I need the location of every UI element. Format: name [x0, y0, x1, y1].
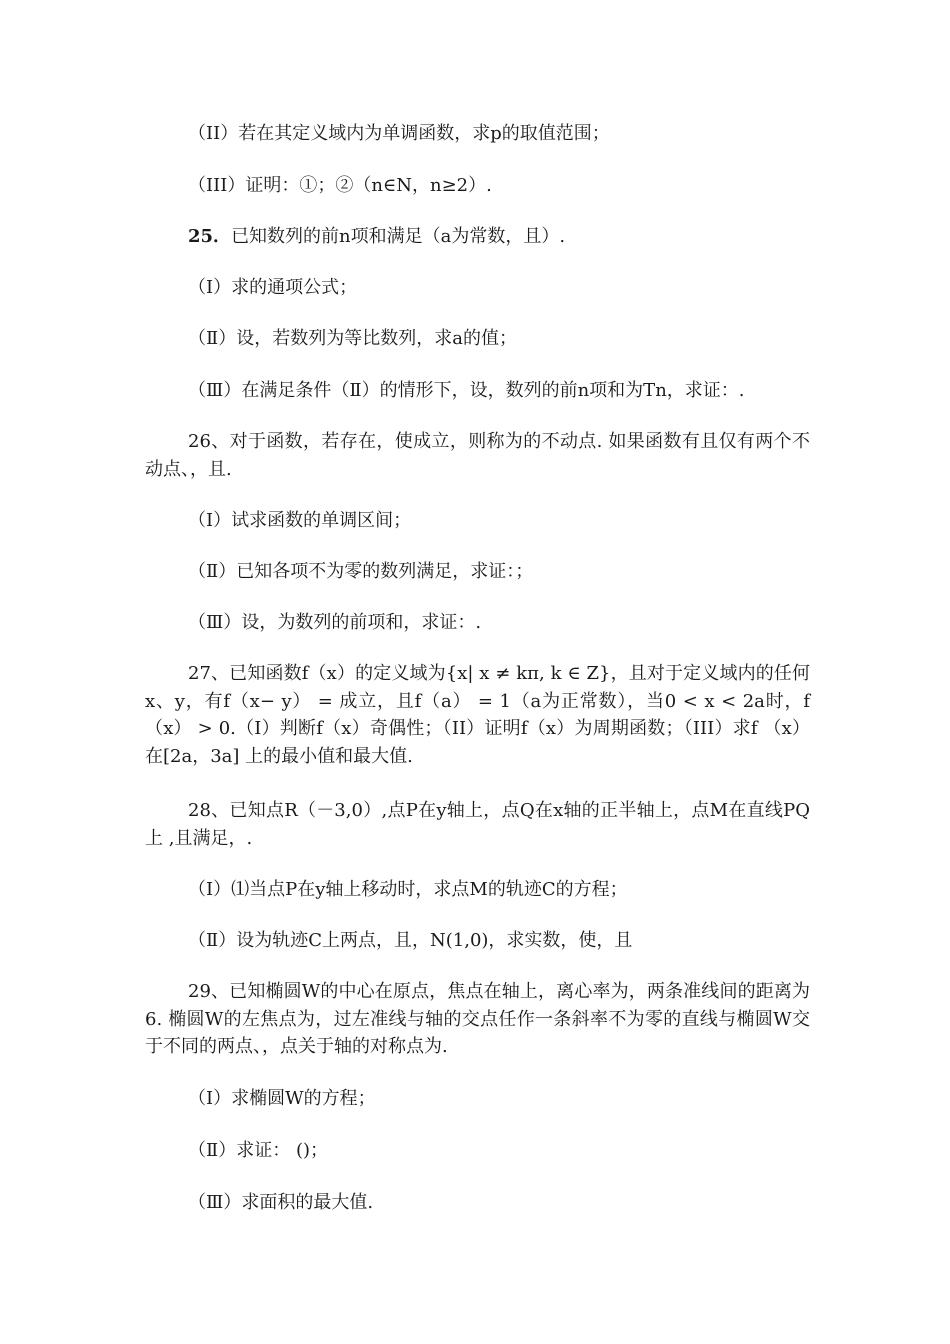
question-24-part-3: （III）证明：①；②（n∈N，n≥2）.: [188, 175, 492, 196]
question-29-part-1: （Ⅰ）求椭圆W的方程；: [188, 1088, 376, 1109]
question-26-part-1: （Ⅰ）试求函数的单调区间；: [188, 510, 412, 531]
question-27-stem: 27、已知函数f（x）的定义域为{x| x ≠ kπ, k ∈ Z}，且对于定义域内的任何x、y，有f（x− y） = 成立，且f（a） = 1（a为正常数），当0 < x < 2a时，f（x） > 0.（I）判断f（x）奇偶性；（II）证明f（x）为周期函数；（III）求f （x）在[2a，3a] 上的最小值和最大值.: [145, 663, 810, 767]
question-29-part-3: （Ⅲ）求面积的最大值.: [188, 1192, 374, 1213]
question-25-part-2: （Ⅱ）设，若数列为等比数列，求a的值；: [188, 328, 517, 349]
question-29-part-2: （Ⅱ）求证： ()；: [188, 1140, 329, 1161]
question-29-stem: 29、已知椭圆W的中心在原点，焦点在轴上，离心率为，两条准线间的距离为6. 椭圆W的左焦点为，过左准线与轴的交点任作一条斜率不为零的直线与椭圆W交于不同的两点、，点关于轴的对称点为.: [145, 981, 810, 1057]
question-25-stem: [188, 223, 810, 250]
question-26-stem: 26、对于函数，若存在，使成立，则称为的不动点. 如果函数有且仅有两个不动点、，且.: [145, 431, 810, 480]
question-25-text: 已知数列的前n项和满足（a为常数，且）.: [231, 226, 566, 247]
question-28-part-2: （Ⅱ）设为轨迹C上两点，且，N(1,0)，求实数，使，且: [188, 930, 633, 951]
question-25-part-3: （Ⅲ）在满足条件（Ⅱ）的情形下，设，数列的前n项和为Tn，求证：.: [188, 380, 745, 401]
question-26-part-2: （Ⅱ）已知各项不为零的数列满足，求证：；: [188, 561, 534, 582]
question-26-part-3: （Ⅲ）设，为数列的前项和，求证：.: [188, 612, 482, 633]
question-28-part-1: （Ⅰ）⑴当点P在y轴上移动时，求点M的轨迹C的方程；: [188, 879, 628, 900]
question-24-part-2: （II）若在其定义域内为单调函数，求p的取值范围；: [188, 123, 610, 144]
question-25-number: 25．: [188, 226, 232, 247]
question-25-part-1: （Ⅰ）求的通项公式；: [188, 277, 358, 298]
question-28-stem: 28、已知点R（－3,0）,点P在y轴上，点Q在x轴的正半轴上，点M在直线PQ上 ,且满足，.: [145, 800, 810, 849]
